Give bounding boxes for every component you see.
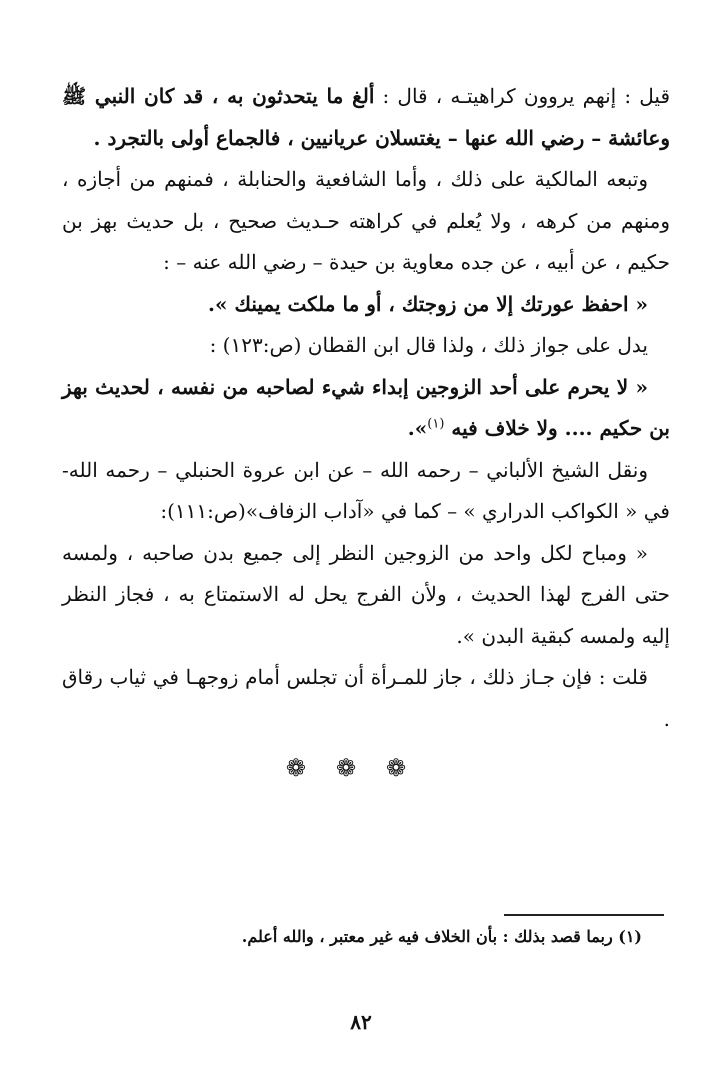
paragraph-8	[62, 657, 670, 740]
paragraph-7-quote	[62, 533, 670, 658]
paragraph-1	[62, 76, 670, 159]
body-text	[62, 76, 670, 740]
paragraph-3-quote	[62, 284, 670, 326]
text-run: وتبعه المالكية على ذلك ، وأما الشافعية والحنابلة ، فمنهم من أجازه ، ومنهم من كرهه ، ولا يُعلم في كراهته حـديث صحيح ، بل حديث بهز بن حكيم ، عن أبيه ، عن جده معاوية بن حيدة – رضي الله عنه – :	[62, 167, 670, 274]
text-run: يدل على جواز ذلك ، ولذا قال ابن القطان (ص:١٢٣) :	[209, 333, 648, 357]
page-number: ٨٢	[350, 1010, 372, 1034]
text-run-bold: ».	[407, 416, 428, 440]
footnote: (١) ربما قصد بذلك : بأن الخلاف فيه غير معتبر ، والله أعلم.	[241, 927, 642, 946]
footnote-marker: (١)	[427, 416, 445, 432]
text-run-bold: « لا يحرم على أحد الزوجين إبداء شيء لصاحبه من نفسه ، لحديث بهز بن حكيم .... ولا خلاف فيه	[62, 374, 670, 440]
paragraph-6	[62, 450, 670, 533]
hadith-quote: « احفظ عورتك إلا من زوجتك ، أو ما ملكت يمينك ».	[208, 291, 648, 316]
paragraph-2	[62, 159, 670, 284]
text-run: قلت : فإن جـاز ذلك ، جاز للمـرأة أن تجلس أمام زوجهـا في ثياب رقاق .	[62, 665, 670, 731]
text-run: قيل : إنهم يروون كراهيتـه ، قال :	[374, 84, 670, 108]
section-divider-ornament: ❁❁❁	[285, 754, 437, 782]
text-run-bold: ألغ ما يتحدثون به ، قد كان النبي ﷺ وعائشة – رضي الله عنها – يغتسلان عريانيين ، فالجماع أولى بالتجرد .	[62, 84, 670, 150]
text-run: « ومباح لكل واحد من الزوجين النظر إلى جميع بدن صاحبه ، ولمسه حتى الفرج لهذا الحديث ، ولأن الفرج يحل له الاستمتاع به ، فجاز النظر إليه ولمسه كبقية البدن ».	[62, 540, 670, 648]
paragraph-5-quote	[62, 367, 670, 450]
footnote-rule	[504, 914, 664, 916]
text-run: ونقل الشيخ الألباني – رحمه الله – عن ابن عروة الحنبلي – رحمه الله- في « الكواكب الدراري » – كما في «آداب الزفاف»(ص:١١١):	[62, 457, 670, 523]
paragraph-4	[62, 325, 670, 367]
